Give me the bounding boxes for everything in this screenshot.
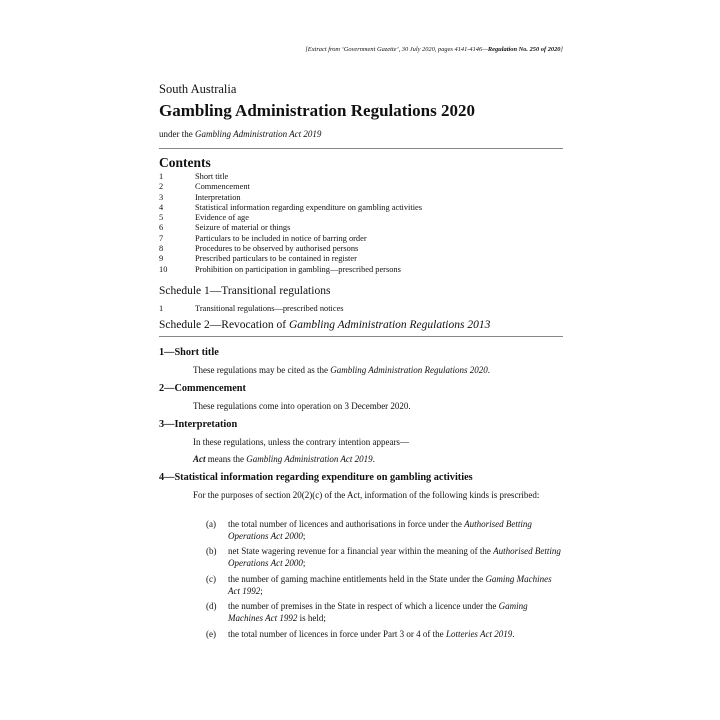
contents-item[interactable]: 10 Prohibition on participation in gambling—prescribed persons <box>159 264 401 274</box>
definition-act: Act means the Gambling Administration Act 2019. <box>193 454 375 464</box>
section-1-heading: 1—Short title <box>159 347 219 358</box>
regulation-title: Gambling Administration Regulations 2020 <box>159 101 475 120</box>
jurisdiction: South Australia <box>159 82 237 96</box>
schedule-1-heading[interactable]: Schedule 1—Transitional regulations <box>159 285 331 297</box>
contents-item[interactable]: 4 Statistical information regarding expenditure on gambling activities <box>159 202 422 212</box>
schedule-1-item[interactable]: 1 Transitional regulations—prescribed notices <box>159 304 344 313</box>
section-1-text: These regulations may be cited as the Gambling Administration Regulations 2020. <box>193 365 491 375</box>
section-4-heading: 4—Statistical information regarding expenditure on gambling activities <box>159 472 473 483</box>
section-3-text: In these regulations, unless the contrary intention appears— <box>193 437 409 447</box>
enabling-act-line: under the Gambling Administration Act 2019 <box>159 129 322 139</box>
gazette-extract-note: [Extract from ‘Government Gazette’, 30 July 2020, pages 4141-4146—Regulation No. 250 of 2020] <box>305 46 563 53</box>
divider <box>159 148 563 149</box>
section-2-heading: 2—Commencement <box>159 383 246 394</box>
contents-item[interactable]: 5 Evidence of age <box>159 213 249 223</box>
section-3-heading: 3—Interpretation <box>159 419 238 430</box>
section-4-intro: For the purposes of section 20(2)(c) of the Act, information of the following kinds is prescribed: <box>193 490 540 500</box>
contents-item[interactable]: 3 Interpretation <box>159 192 241 202</box>
contents-list <box>159 172 563 275</box>
schedule-2-heading[interactable]: Schedule 2—Revocation of Gambling Administration Regulations 2013 <box>159 319 491 331</box>
contents-item[interactable]: 7 Particulars to be included in notice of barring order <box>159 233 367 243</box>
contents-heading: Contents <box>159 155 211 170</box>
contents-item[interactable]: 8 Procedures to be observed by authorised persons <box>159 244 359 254</box>
divider <box>159 336 563 337</box>
contents-item[interactable]: 9 Prescribed particulars to be contained in register <box>159 254 357 264</box>
contents-item[interactable]: 1 Short title <box>159 172 229 181</box>
contents-item[interactable]: 6 Seizure of material or things <box>159 223 291 233</box>
contents-item[interactable]: 2 Commencement <box>159 182 250 192</box>
section-2-text: These regulations come into operation on 3 December 2020. <box>193 401 411 411</box>
